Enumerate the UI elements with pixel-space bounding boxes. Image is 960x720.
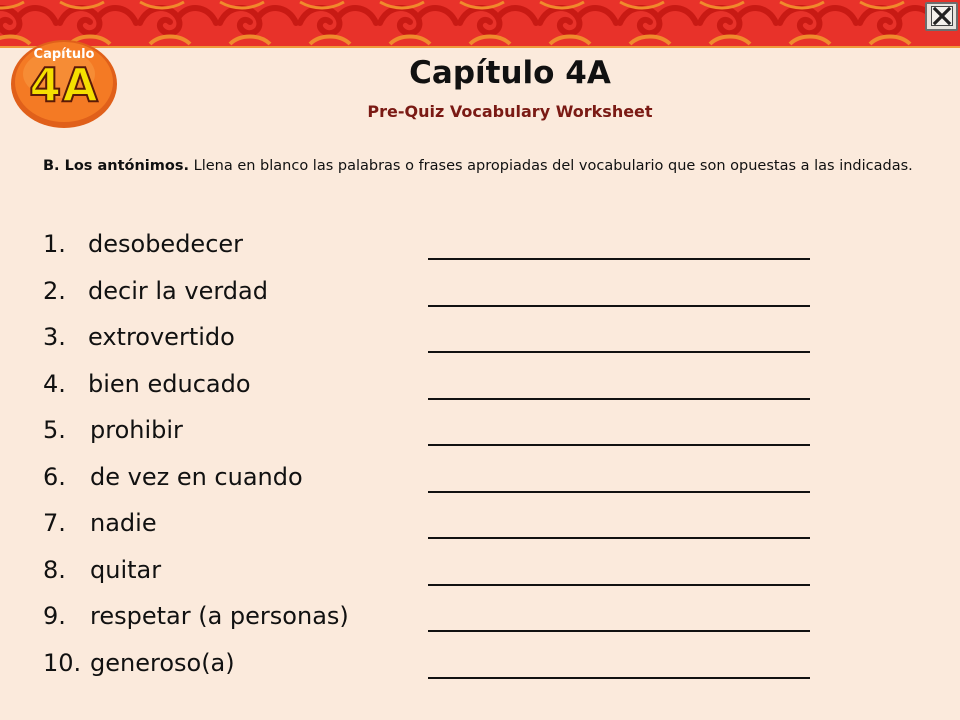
- logo-caption: Capítulo: [33, 47, 95, 62]
- item-word: nadie: [90, 509, 157, 537]
- close-button[interactable]: [925, 2, 958, 31]
- answer-blank[interactable]: [428, 584, 810, 586]
- list-item: [43, 370, 843, 417]
- answer-blank[interactable]: [428, 444, 810, 446]
- list-item: [43, 556, 843, 603]
- item-word: generoso(a): [90, 648, 235, 677]
- list-item: [43, 602, 843, 649]
- item-number: 4.: [43, 369, 66, 398]
- instructions: [43, 154, 923, 179]
- chapter-logo: [9, 34, 119, 129]
- decorative-banner: [0, 0, 960, 48]
- answer-blank[interactable]: [428, 398, 810, 400]
- banner-pattern: [0, 0, 960, 46]
- list-item: [43, 277, 843, 324]
- list-item: [43, 463, 843, 510]
- list-item: [43, 509, 843, 556]
- item-word: bien educado: [88, 369, 251, 398]
- answer-blank[interactable]: [428, 351, 810, 353]
- item-word: quitar: [90, 555, 162, 584]
- item-word: prohibir: [90, 416, 183, 444]
- page-subtitle: Pre-Quiz Vocabulary Worksheet: [367, 102, 653, 121]
- answer-blank[interactable]: [428, 677, 810, 679]
- item-word: respetar (a personas): [90, 602, 349, 630]
- instructions-label: B. Los antónimos.: [43, 158, 189, 174]
- item-number: 9.: [43, 602, 66, 630]
- item-word: extrovertido: [88, 323, 235, 351]
- item-number: 2.: [43, 276, 66, 305]
- list-item: [43, 323, 843, 370]
- answer-blank[interactable]: [428, 491, 810, 493]
- item-word: desobedecer: [88, 230, 244, 258]
- item-number: 5.: [43, 416, 66, 444]
- page-title: Capítulo 4A: [409, 55, 611, 91]
- item-number: 3.: [43, 323, 66, 351]
- close-icon: [931, 6, 953, 26]
- item-word: de vez en cuando: [90, 462, 303, 491]
- item-word: decir la verdad: [88, 276, 268, 305]
- item-number: 8.: [43, 555, 66, 584]
- item-number: 10.: [43, 648, 82, 677]
- vocabulary-list: [43, 230, 843, 695]
- answer-blank[interactable]: [428, 537, 810, 539]
- list-item: [43, 649, 843, 696]
- answer-blank[interactable]: [428, 630, 810, 632]
- item-number: 7.: [43, 509, 66, 537]
- logo-chapter-number: 4A: [29, 58, 99, 112]
- item-number: 1.: [43, 230, 66, 258]
- instructions-text: Llena en blanco las palabras o frases apropiadas del vocabulario que son opuestas a las indicadas.: [189, 158, 913, 174]
- answer-blank[interactable]: [428, 258, 810, 260]
- list-item: [43, 416, 843, 463]
- list-item: [43, 230, 843, 277]
- item-number: 6.: [43, 462, 66, 491]
- answer-blank[interactable]: [428, 305, 810, 307]
